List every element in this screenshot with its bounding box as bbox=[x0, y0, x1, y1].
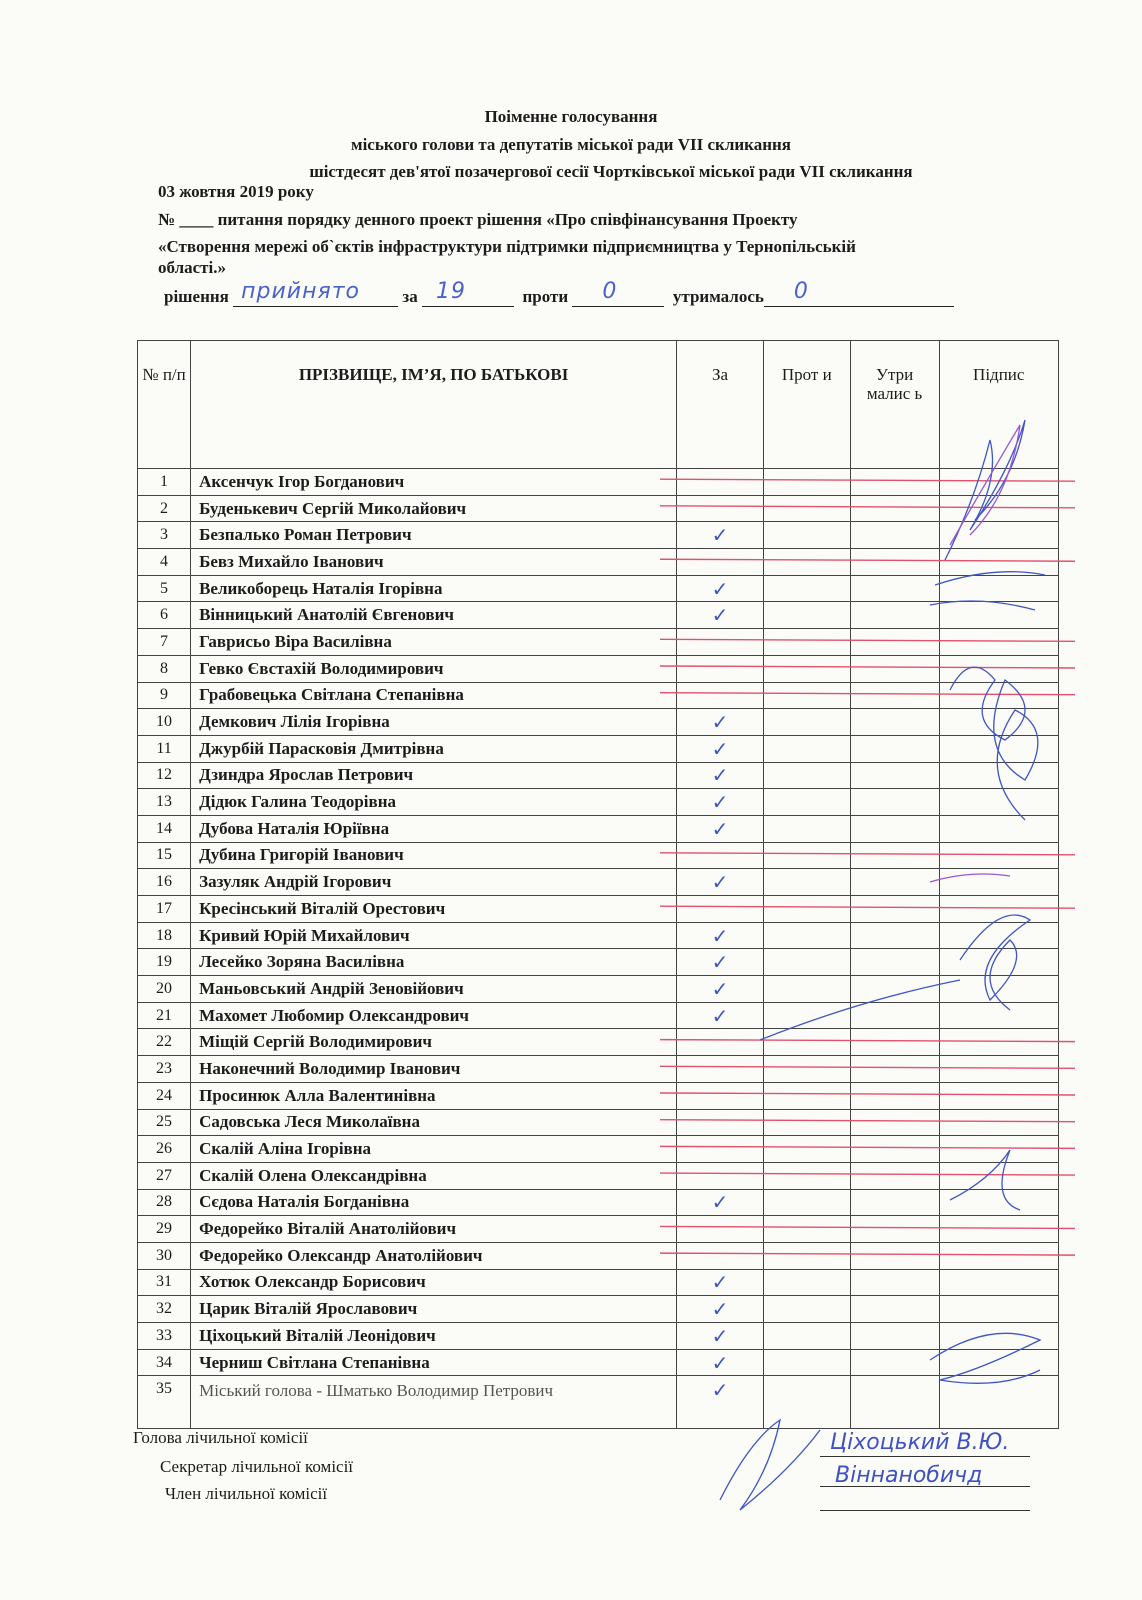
deputy-name: Скалій Олена Олександрівна bbox=[191, 1162, 677, 1189]
row-number: 3 bbox=[138, 522, 191, 549]
col-signature: Підпис bbox=[939, 341, 1059, 469]
row-number: 13 bbox=[138, 789, 191, 816]
deputy-name: Вінницький Анатолій Євгенович bbox=[191, 602, 677, 629]
row-number: 26 bbox=[138, 1136, 191, 1163]
vote-for-cell: ✓ bbox=[677, 1296, 764, 1323]
signature-scribble bbox=[930, 1333, 1040, 1383]
deputy-name: Скалій Аліна Ігорівна bbox=[191, 1136, 677, 1163]
row-number: 20 bbox=[138, 976, 191, 1003]
deputy-name: Садовська Леся Миколаївна bbox=[191, 1109, 677, 1136]
deputy-name: Махомет Любомир Олександрович bbox=[191, 1002, 677, 1029]
head-signature-line bbox=[820, 1456, 1030, 1457]
row-number: 1 bbox=[138, 469, 191, 496]
deputy-name: Просинюк Алла Валентинівна bbox=[191, 1082, 677, 1109]
signature-scribble bbox=[950, 1150, 1020, 1210]
vote-for-cell: ✓ bbox=[677, 815, 764, 842]
deputy-name: Дубова Наталія Юріївна bbox=[191, 815, 677, 842]
for-value: 19 bbox=[435, 279, 466, 304]
member-signature-line bbox=[820, 1510, 1030, 1511]
row-number: 8 bbox=[138, 655, 191, 682]
row-number: 30 bbox=[138, 1242, 191, 1269]
deputy-name: Лесейко Зоряна Василівна bbox=[191, 949, 677, 976]
strike-line bbox=[660, 853, 1075, 855]
session-date: 03 жовтня 2019 року bbox=[158, 182, 314, 201]
abstained-value: 0 bbox=[793, 279, 809, 304]
strike-line bbox=[660, 479, 1075, 481]
vote-for-cell: ✓ bbox=[677, 922, 764, 949]
strike-line bbox=[660, 559, 1075, 561]
signature-scribble bbox=[760, 980, 960, 1040]
against-label: проти bbox=[522, 287, 569, 306]
signature-scribble bbox=[945, 420, 1025, 560]
decision-label: рішення bbox=[164, 287, 229, 306]
decision-value: прийнято bbox=[241, 279, 360, 304]
abstained-label: утрималось bbox=[672, 287, 764, 306]
row-number: 21 bbox=[138, 1002, 191, 1029]
row-number: 16 bbox=[138, 869, 191, 896]
deputy-name: Хотюк Олександр Борисович bbox=[191, 1269, 677, 1296]
strike-line bbox=[660, 506, 1075, 508]
row-number: 6 bbox=[138, 602, 191, 629]
vote-for-cell: ✓ bbox=[677, 709, 764, 736]
against-value: 0 bbox=[602, 279, 618, 304]
row-number: 4 bbox=[138, 549, 191, 576]
row-number: 17 bbox=[138, 896, 191, 923]
counting-commission-secretary: Секретар лічильної комісії bbox=[160, 1457, 354, 1476]
strike-line bbox=[660, 1226, 1075, 1228]
strike-line bbox=[660, 906, 1075, 908]
row-number: 25 bbox=[138, 1109, 191, 1136]
deputy-name: Дубина Григорій Іванович bbox=[191, 842, 677, 869]
head-name-handwritten: Ціхоцький В.Ю. bbox=[830, 1430, 1010, 1455]
deputy-name: Черниш Світлана Степанівна bbox=[191, 1349, 677, 1376]
row-number: 15 bbox=[138, 842, 191, 869]
col-for: За bbox=[677, 341, 764, 469]
vote-for-cell: ✓ bbox=[677, 1376, 764, 1429]
col-name: ПРІЗВИЩЕ, ІМ’Я, ПО БАТЬКОВІ bbox=[191, 341, 677, 469]
vote-for-cell: ✓ bbox=[677, 976, 764, 1003]
deputy-name: Грабовецька Світлана Степанівна bbox=[191, 682, 677, 709]
vote-for-cell: ✓ bbox=[677, 522, 764, 549]
vote-for-cell: ✓ bbox=[677, 1189, 764, 1216]
row-number: 19 bbox=[138, 949, 191, 976]
row-number: 29 bbox=[138, 1216, 191, 1243]
deputy-name: Кривий Юрій Михайлович bbox=[191, 922, 677, 949]
vote-for-cell: ✓ bbox=[677, 762, 764, 789]
row-number: 11 bbox=[138, 735, 191, 762]
document-subtitle: міського голови та депутатів міської ради VII скликання bbox=[351, 135, 791, 154]
deputy-name: Гевко Євстахій Володимирович bbox=[191, 655, 677, 682]
signature-scribble bbox=[950, 667, 1038, 820]
deputy-name: Демкович Лілія Ігорівна bbox=[191, 709, 677, 736]
deputy-name: Федорейко Олександр Анатолійович bbox=[191, 1242, 677, 1269]
strike-line bbox=[660, 1253, 1075, 1255]
strike-line bbox=[660, 1120, 1075, 1122]
vote-for-cell: ✓ bbox=[677, 949, 764, 976]
deputy-name: Царик Віталій Ярославович bbox=[191, 1296, 677, 1323]
deputy-name: Безпалько Роман Петрович bbox=[191, 522, 677, 549]
row-number: 2 bbox=[138, 495, 191, 522]
col-num: № п/п bbox=[138, 341, 191, 469]
row-number: 35 bbox=[138, 1376, 191, 1429]
vote-for-cell: ✓ bbox=[677, 1349, 764, 1376]
row-number: 5 bbox=[138, 575, 191, 602]
strike-line bbox=[660, 1173, 1075, 1175]
row-number: 27 bbox=[138, 1162, 191, 1189]
vote-for-cell: ✓ bbox=[677, 1002, 764, 1029]
strike-line bbox=[660, 1146, 1075, 1148]
row-number: 33 bbox=[138, 1323, 191, 1350]
signature-scribble bbox=[930, 572, 1045, 610]
vote-for-cell: ✓ bbox=[677, 735, 764, 762]
for-label: за bbox=[402, 287, 418, 306]
row-number: 22 bbox=[138, 1029, 191, 1056]
strike-line bbox=[660, 1040, 1075, 1042]
session-line: шістдесят дев'ятої позачергової сесії Чортківської міської ради VII скликання bbox=[309, 162, 913, 181]
signature-scribble bbox=[720, 1420, 820, 1510]
strike-line bbox=[660, 666, 1075, 668]
row-number: 10 bbox=[138, 709, 191, 736]
deputy-name: Наконечний Володимир Іванович bbox=[191, 1056, 677, 1083]
deputy-name: Ціхоцький Віталій Леонідович bbox=[191, 1323, 677, 1350]
purple-scribbles bbox=[930, 425, 1020, 882]
agenda-line-2: «Створення мережі об`єктів інфраструктури підтримки підприємництва у Тернопільській bbox=[158, 237, 856, 256]
counting-commission-member: Член лічильної комісії bbox=[165, 1484, 328, 1503]
signature-scribble bbox=[960, 915, 1030, 1010]
deputy-name: Гаврисьо Віра Василівна bbox=[191, 629, 677, 656]
vote-for-cell: ✓ bbox=[677, 869, 764, 896]
agenda-line-3: області.» bbox=[158, 258, 226, 277]
vote-for-cell: ✓ bbox=[677, 1323, 764, 1350]
deputy-name: Бевз Михайло Іванович bbox=[191, 549, 677, 576]
strike-line bbox=[660, 639, 1075, 641]
vote-for-cell: ✓ bbox=[677, 602, 764, 629]
deputy-name: Дідюк Галина Теодорівна bbox=[191, 789, 677, 816]
vote-for-cell: ✓ bbox=[677, 1269, 764, 1296]
signature-scribble bbox=[950, 425, 1020, 545]
agenda-line-1: № ____ питання порядку денного проект рішення «Про співфінансування Проекту bbox=[158, 210, 798, 229]
signature-scribbles bbox=[720, 420, 1045, 1510]
row-number: 23 bbox=[138, 1056, 191, 1083]
strike-line bbox=[660, 693, 1075, 695]
row-number: 28 bbox=[138, 1189, 191, 1216]
vote-for-cell: ✓ bbox=[677, 789, 764, 816]
deputy-name: Федорейко Віталій Анатолійович bbox=[191, 1216, 677, 1243]
row-number: 24 bbox=[138, 1082, 191, 1109]
row-number: 34 bbox=[138, 1349, 191, 1376]
secretary-name-handwritten: Віннанобичд bbox=[835, 1463, 983, 1488]
deputy-name: Міський голова - Шматько Володимир Петрович bbox=[191, 1376, 677, 1429]
deputy-name: Маньовський Андрій Зеновійович bbox=[191, 976, 677, 1003]
strike-line bbox=[660, 1066, 1075, 1068]
deputy-name: Аксенчук Ігор Богданович bbox=[191, 469, 677, 496]
strike-line bbox=[660, 1093, 1075, 1095]
row-number: 12 bbox=[138, 762, 191, 789]
counting-commission-head: Голова лічильної комісії bbox=[133, 1428, 308, 1447]
row-number: 9 bbox=[138, 682, 191, 709]
deputy-name: Сєдова Наталія Богданівна bbox=[191, 1189, 677, 1216]
row-number: 18 bbox=[138, 922, 191, 949]
deputy-name: Кресінський Віталій Орестович bbox=[191, 896, 677, 923]
col-against: Прот и bbox=[763, 341, 850, 469]
deputy-name: Джурбій Парасковія Дмитрівна bbox=[191, 735, 677, 762]
deputy-name: Міщій Сергій Володимирович bbox=[191, 1029, 677, 1056]
row-number: 14 bbox=[138, 815, 191, 842]
row-number: 32 bbox=[138, 1296, 191, 1323]
col-abstained: Утри малис ь bbox=[850, 341, 939, 469]
deputy-name: Зазуляк Андрій Ігорович bbox=[191, 869, 677, 896]
row-number: 7 bbox=[138, 629, 191, 656]
document-title: Поіменне голосування bbox=[484, 107, 658, 126]
vote-for-cell: ✓ bbox=[677, 575, 764, 602]
row-number: 31 bbox=[138, 1269, 191, 1296]
deputy-name: Великоборець Наталія Ігорівна bbox=[191, 575, 677, 602]
deputy-name: Дзиндра Ярослав Петрович bbox=[191, 762, 677, 789]
deputy-name: Буденькевич Сергій Миколайович bbox=[191, 495, 677, 522]
signature-scribble bbox=[930, 874, 1010, 882]
